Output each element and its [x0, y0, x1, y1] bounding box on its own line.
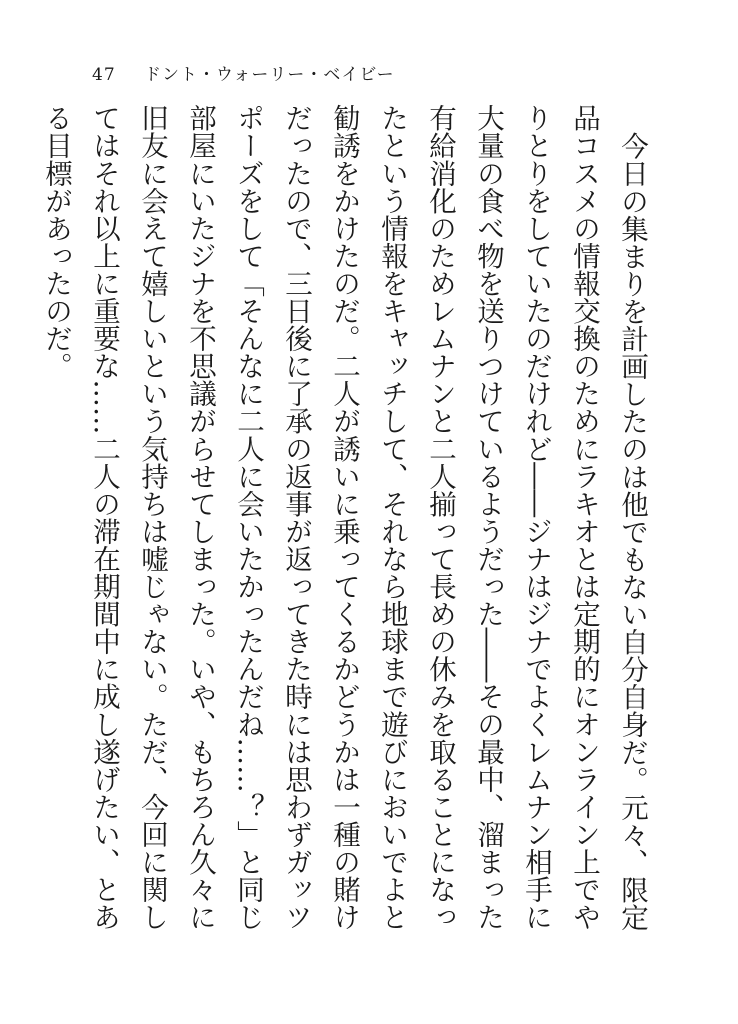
running-header: [92, 60, 395, 85]
page-number: 47: [92, 65, 116, 85]
running-title: ドント・ウォーリー・ベイビー: [144, 65, 395, 85]
paragraph-gap: [0, 104, 32, 944]
body-text: [0, 104, 656, 944]
narration-paragraph: 今日の集まりを計画したのは他でもない自分自身だ。元々、限定品コスメの情報交換のためにラキオとは定期的にオンライン上でやりとりをしていたのだけれど――ジナはジナでよくレムナン相手に大量の食べ物を送りつけているようだった――その最中、溜まった有給消化のためレムナンと二人揃って長めの休みを取ることになったという情報をキャッチして、それなら地球まで遊びにおいでよと勧誘をかけたのだ。二人が誘いに乗ってくるかどうかは一種の賭けだったので、三日後に了承の返事が返ってきた時には思わずガッツポーズをして「そんなに二人に会いたかったんだね……？」と同じ部屋にいたジナを不思議がらせてしまった。いや、もちろん久々に旧友に会えて嬉しいという気持ちは嘘じゃない。ただ、今回に関してはそれ以上に重要な……二人の滞在期間中に成し遂げたい、とある目標があったのだ。: [40, 104, 648, 931]
